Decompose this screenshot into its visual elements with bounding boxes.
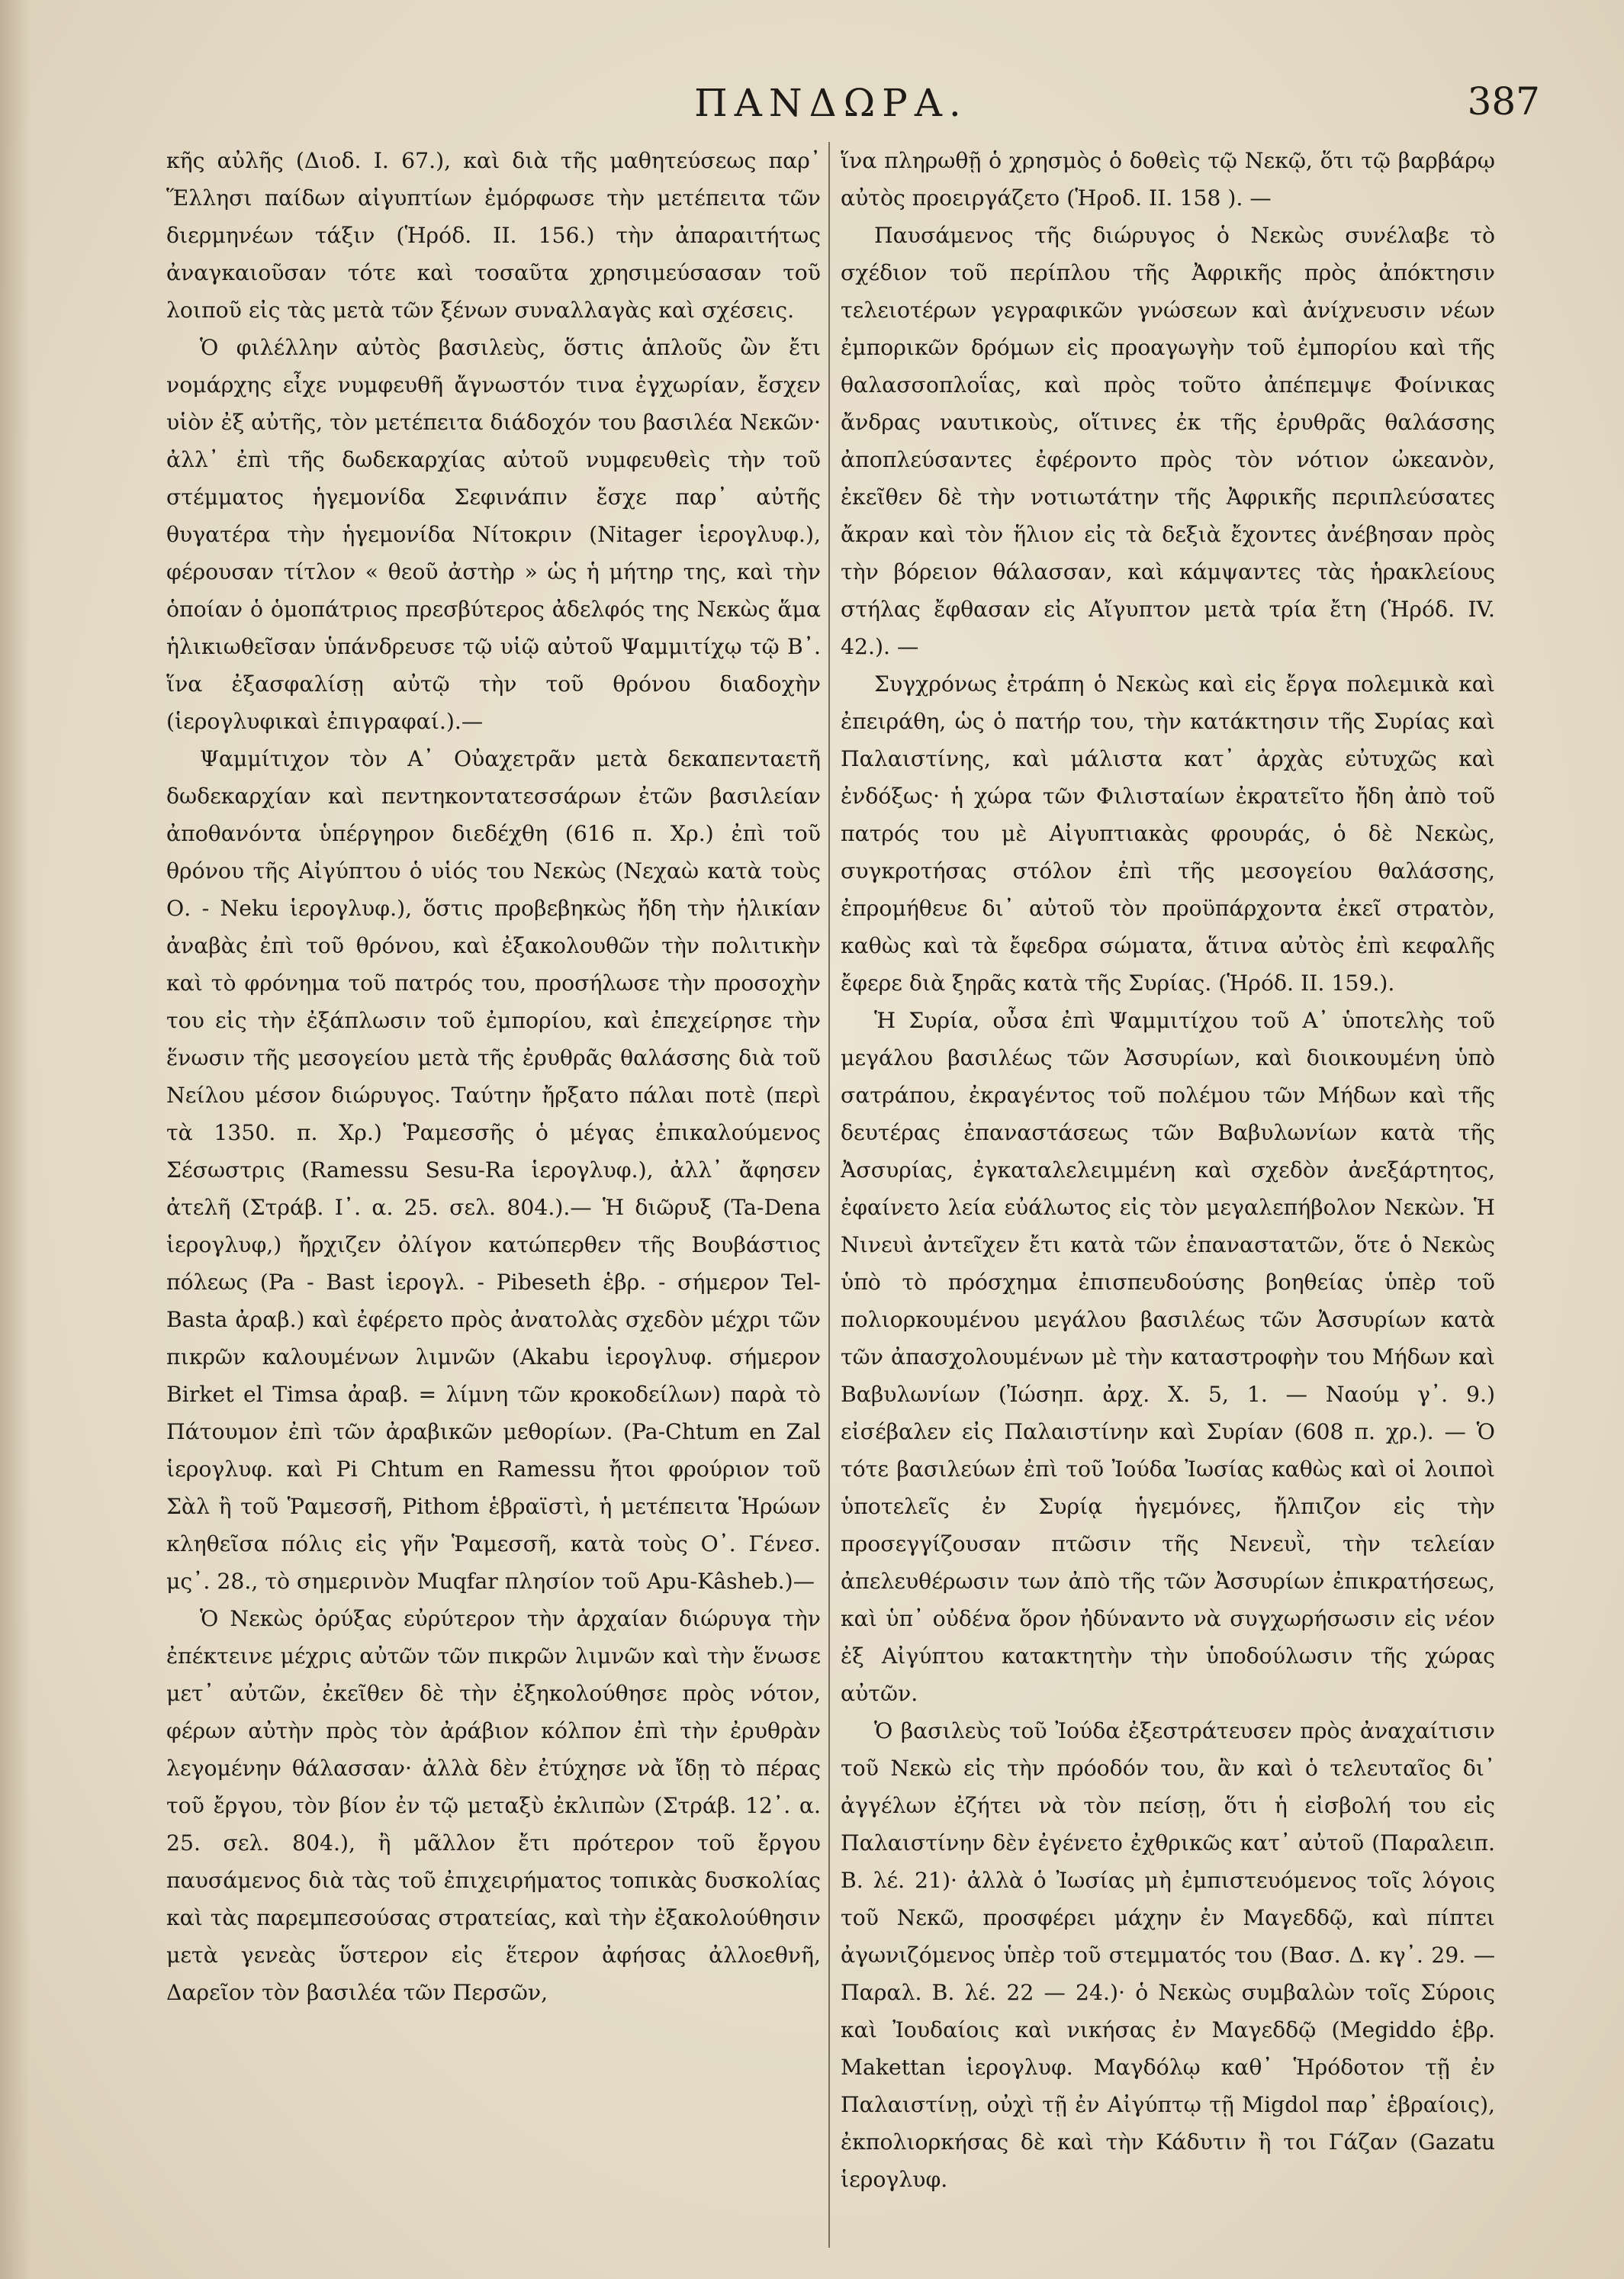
paragraph: Ψαμμίτιχον τὸν Α᾽ Οὐαχετρᾶν μετὰ δεκαπενταετῆ δωδεκαρχίαν καὶ πεντηκοντατεσσάρων ἐτῶν βασιλείαν ἀποθανόντα ὑπέργηρον διεδέχθη (616 π. Χρ.) ἐπὶ τοῦ θρόνου τῆς Αἰγύπτου ὁ υἱός του Νεκὼς (Νεχαὼ κατὰ τοὺς Ο. - Neku ἱερογλυφ.), ὅστις προβεβηκὼς ἤδη τὴν ἡλικίαν ἀναβὰς ἐπὶ τοῦ θρόνου, καὶ ἐξακολουθῶν τὴν πολιτικὴν καὶ τὸ φρόνημα τοῦ πατρός του, προσήλωσε τὴν προσοχὴν του εἰς τὴν ἐξάπλωσιν τοῦ ἐμπορίου, καὶ ἐπεχείρησε τὴν ἕνωσιν τῆς μεσογείου μετὰ τῆς ἐρυθρᾶς θαλάσσης διὰ τοῦ Νείλου μέσον διώρυγος. Ταύτην ἤρξατο πάλαι ποτὲ (περὶ τὰ 1350. π. Χρ.) Ῥαμεσσῆς ὁ μέγας ἐπικαλούμενος Σέσωστρις (Ramessu Sesu-Ra ἱερογλυφ.), ἀλλ᾽ ἄφησεν ἀτελῆ (Στράβ. Ι᾽. α. 25. σελ. 804.).— Ἡ διῶρυξ (Ta-Dena ἱερογλυφ,) ἤρχιζεν ὀλίγον κατώπερθεν τῆς Βουβάστιος πόλεως (Pa - Bast ἱερογλ. - Pibeseth ἑβρ. - σήμερον Tel-Basta ἀραβ.) καὶ ἐφέρετο πρὸς ἀνατολὰς σχεδὸν μέχρι τῶν πικρῶν καλουμένων λιμνῶν (Akabu ἱερογλυφ. σήμερον Birket el Timsa ἀραβ. = λίμνη τῶν κροκοδείλων) παρὰ τὸ Πάτουμον ἐπὶ τῶν ἀραβικῶν μεθορίων. (Pa-Chtum en Zal ἱερογλυφ. καὶ Pi Chtum en Ramessu ἤτοι φρούριον τοῦ Σὰλ ἢ τοῦ Ῥαμεσσῆ, Pithom ἑβραϊστὶ, ἡ μετέπειτα Ἡρώων κληθεῖσα πόλις εἰς γῆν Ῥαμεσσῆ, κατὰ τοὺς Ο᾽. Γένεσ. μς᾽. 28., τὸ σημερινὸν Muqfar πλησίον τοῦ Apu-Kâsheb.)—	[166, 746, 821, 1594]
text-columns	[166, 142, 1495, 2255]
right-column	[841, 142, 1495, 2255]
page-number: 387	[1467, 79, 1540, 124]
page-header	[122, 76, 1540, 130]
paragraph: ἵνα πληρωθῇ ὁ χρησμὸς ὁ δοθεὶς τῷ Νεκῷ, ὅτι τῷ βαρβάρῳ αὐτὸς προειργάζετο (Ἡροδ. ΙΙ. 158 ). —	[841, 148, 1495, 211]
paragraph: Παυσάμενος τῆς διώρυγος ὁ Νεκὼς συνέλαβε τὸ σχέδιον τοῦ περίπλου τῆς Ἀφρικῆς πρὸς ἀπόκτησιν τελειοτέρων γεγραφικῶν γνώσεων καὶ ἀνίχνευσιν νέων ἐμπορικῶν δρόμων εἰς προαγωγὴν τοῦ ἐμπορίου καὶ τῆς θαλασσοπλοΐας, καὶ πρὸς τοῦτο ἀπέπεμψε Φοίνικας ἄνδρας ναυτικοὺς, οἵτινες ἐκ τῆς ἐρυθρᾶς θαλάσσης ἀποπλεύσαντες ἐφέροντο πρὸς τὸν νότιον ὠκεανὸν, ἐκεῖθεν δὲ τὴν νοτιωτάτην τῆς Ἀφρικῆς περιπλεύσατες ἄκραν καὶ τὸν ἥλιον εἰς τὰ δεξιὰ ἔχοντες ἀνέβησαν πρὸς τὴν βόρειον θάλασσαν, καὶ κάμψαντες τὰς ἡρακλείους στήλας ἔφθασαν εἰς Αἴγυπτον μετὰ τρία ἔτη (Ἡρόδ. IV. 42.). —	[841, 223, 1495, 659]
paragraph: Ὁ Νεκὼς ὀρύξας εὐρύτερον τὴν ἀρχαίαν διώρυγα τὴν ἐπέκτεινε μέχρις αὐτῶν τῶν πικρῶν λιμνῶν καὶ τὴν ἕνωσε μετ᾽ αὐτῶν, ἐκεῖθεν δὲ τὴν ἐξηκολούθησε πρὸς νότον, φέρων αὐτὴν πρὸς τὸν ἀράβιον κόλπον ἐπὶ τὴν ἐρυθρὰν λεγομένην θάλασσαν· ἀλλὰ δὲν ἐτύχησε νὰ ἴδῃ τὸ πέρας τοῦ ἔργου, τὸν βίον ἐν τῷ μεταξὺ ἐκλιπὼν (Στράβ. 12᾽. α. 25. σελ. 804.), ἢ μᾶλλον ἔτι πρότερον τοῦ ἔργου παυσάμενος διὰ τὰς τοῦ ἐπιχειρήματος τοπικὰς δυσκολίας καὶ τὰς παρεμπεσούσας στρατείας, καὶ τὴν ἐξακολούθησιν μετὰ γενεὰς ὕστερον εἰς ἕτερον ἀφήσας ἀλλοεθνῆ, Δαρεῖον τὸν βασιλέα τῶν Περσῶν,	[166, 1606, 821, 2005]
paragraph: κῆς αὐλῆς (Διοδ. Ι. 67.), καὶ διὰ τῆς μαθητεύσεως παρ᾽ Ἕλλησι παίδων αἰγυπτίων ἐμόρφωσε τὴν μετέπειτα τῶν διερμηνέων τάξιν (Ἡρόδ. ΙΙ. 156.) τὴν ἀπαραιτήτως ἀναγκαιοῦσαν τότε καὶ τοσαῦτα χρησιμεύσασαν τοῦ λοιποῦ εἰς τὰς μετὰ τῶν ξένων συναλλαγὰς καὶ σχέσεις.	[166, 148, 821, 323]
paragraph: Συγχρόνως ἐτράπη ὁ Νεκὼς καὶ εἰς ἔργα πολεμικὰ καὶ ἐπειράθη, ὡς ὁ πατήρ του, τὴν κατάκτησιν τῆς Συρίας καὶ Παλαιστίνης, καὶ μάλιστα κατ᾽ ἀρχὰς εὐτυχῶς καὶ ἐνδόξως· ἡ χώρα τῶν Φιλισταίων ἐκρατεῖτο ἤδη ἀπὸ τοῦ πατρός του μὲ Αἰγυπτιακὰς φρουράς, ὁ δὲ Νεκὼς, συγκροτήσας στόλον ἐπὶ τῆς μεσογείου θαλάσσης, ἐπρομήθευε δι᾽ αὐτοῦ τὸν προϋπάρχοντα ἐκεῖ στρατὸν, καθὼς καὶ τὰ ἔφεδρα σώματα, ἅτινα αὐτὸς ἐπὶ κεφαλῆς ἔφερε διὰ ξηρᾶς κατὰ τῆς Συρίας. (Ἡρόδ. ΙΙ. 159.).	[841, 671, 1495, 996]
paragraph: Ἡ Συρία, οὖσα ἐπὶ Ψαμμιτίχου τοῦ Α᾽ ὑποτελὴς τοῦ μεγάλου βασιλέως τῶν Ἀσσυρίων, καὶ διοικουμένη ὑπὸ σατράπου, ἐκραγέντος τοῦ πολέμου τῶν Μήδων καὶ τῆς δευτέρας ἐπαναστάσεως τῶν Βαβυλωνίων κατὰ τῆς Ἀσσυρίας, ἐγκαταλελειμμένη καὶ σχεδὸν ἀνεξάρτητος, ἐφαίνετο λεία εὐάλωτος εἰς τὸν μεγαλεπήβολον Νεκὼν. Ἡ Νινευὶ ἀντεῖχεν ἔτι κατὰ τῶν ἐπαναστατῶν, ὅτε ὁ Νεκὼς ὑπὸ τὸ πρόσχημα ἐπισπευδούσης βοηθείας ὑπὲρ τοῦ πολιορκουμένου μεγάλου βασιλέως τῶν Ἀσσυρίων κατὰ τῶν ἀπασχολουμένων μὲ τὴν καταστροφὴν του Μήδων καὶ Βαβυλωνίων (Ἰώσηπ. ἀρχ. Χ. 5, 1. — Ναούμ γ᾽. 9.) εἰσέβαλεν εἰς Παλαιστίνην καὶ Συρίαν (608 π. χρ.). — Ὁ τότε βασιλεύων ἐπὶ τοῦ Ἰούδα Ἰωσίας καθὼς καὶ οἱ λοιποὶ ὑποτελεῖς ἐν Συρίᾳ ἡγεμόνες, ἤλπιζον εἰς τὴν προσεγγίζουσαν πτῶσιν τῆς Νενευῒ, τὴν τελείαν ἀπελευθέρωσιν των ἀπὸ τῆς τῶν Ἀσσυρίων ἐπικρατήσεως, καὶ ὑπ᾽ οὐδένα ὅρον ἠδύναντο νὰ συγχωρήσωσιν εἰς νέον ἐξ Αἰγύπτου κατακτητὴν τὴν ὑποδούλωσιν τῆς χώρας αὐτῶν.	[841, 1008, 1495, 1706]
paragraph: Ὁ φιλέλλην αὐτὸς βασιλεὺς, ὅστις ἁπλοῦς ὢν ἔτι νομάρχης εἶχε νυμφευθῆ ἄγνωστόν τινα ἐγχωρίαν, ἔσχεν υἱὸν ἐξ αὐτῆς, τὸν μετέπειτα διάδοχόν του βασιλέα Νεκῶν· ἀλλ᾽ ἐπὶ τῆς δωδεκαρχίας αὐτοῦ νυμφευθεὶς τὴν τοῦ στέμματος ἡγεμονίδα Σεφινάπιν ἔσχε παρ᾽ αὐτῆς θυγατέρα τὴν ἡγεμονίδα Νίτοκριν (Nitager ἱερογλυφ.), φέρουσαν τίτλον « θεοῦ ἀστὴρ » ὡς ἡ μήτηρ της, καὶ τὴν ὁποίαν ὁ ὁμοπάτριος πρεσβύτερος ἀδελφός της Νεκὼς ἅμα ἡλικιωθεῖσαν ὑπάνδρευσε τῷ υἱῷ αὐτοῦ Ψαμμιτίχῳ τῷ Β᾽. ἵνα ἐξασφαλίσῃ αὐτῷ τὴν τοῦ θρόνου διαδοχὴν (ἱερογλυφικαὶ ἐπιγραφαί.).—	[166, 335, 821, 734]
left-column	[166, 142, 821, 2255]
binding-shadow	[0, 0, 31, 2279]
column-divider	[828, 142, 830, 2248]
paragraph: Ὁ βασιλεὺς τοῦ Ἰούδα ἐξεστράτευσεν πρὸς ἀναχαίτισιν τοῦ Νεκὼ εἰς τὴν πρόοδόν του, ἂν καὶ ὁ τελευταῖος δι᾽ ἀγγέλων ἐζήτει νὰ τὸν πείσῃ, ὅτι ἡ εἰσβολή του εἰς Παλαιστίνην δὲν ἐγένετο ἐχθρικῶς κατ᾽ αὐτοῦ (Παραλειπ. Β. λέ. 21)· ἀλλὰ ὁ Ἰωσίας μὴ ἐμπιστευόμενος τοῖς λόγοις τοῦ Νεκῶ, προσφέρει μάχην ἐν Μαγεδδῷ, καὶ πίπτει ἀγωνιζόμενος ὑπὲρ τοῦ στεμματός του (Βασ. Δ. κγ᾽. 29. — Παραλ. Β. λέ. 22 — 24.)· ὁ Νεκὼς συμβαλὼν τοῖς Σύροις καὶ Ἰουδαίοις καὶ νικήσας ἐν Μαγεδδῷ (Megiddo ἑβρ. Makettan ἱερογλυφ. Μαγδόλῳ καθ᾽ Ἡρόδοτον τῇ ἐν Παλαιστίνῃ, οὐχὶ τῇ ἐν Αἰγύπτῳ τῇ Migdol παρ᾽ ἑβραίοις), ἐκπολιορκήσας δὲ καὶ τὴν Κάδυτιν ἢ τοι Γάζαν (Gazatu ἱερογλυφ.	[841, 1718, 1495, 2192]
running-title: ΠΑΝΔΩΡΑ.	[694, 81, 968, 125]
